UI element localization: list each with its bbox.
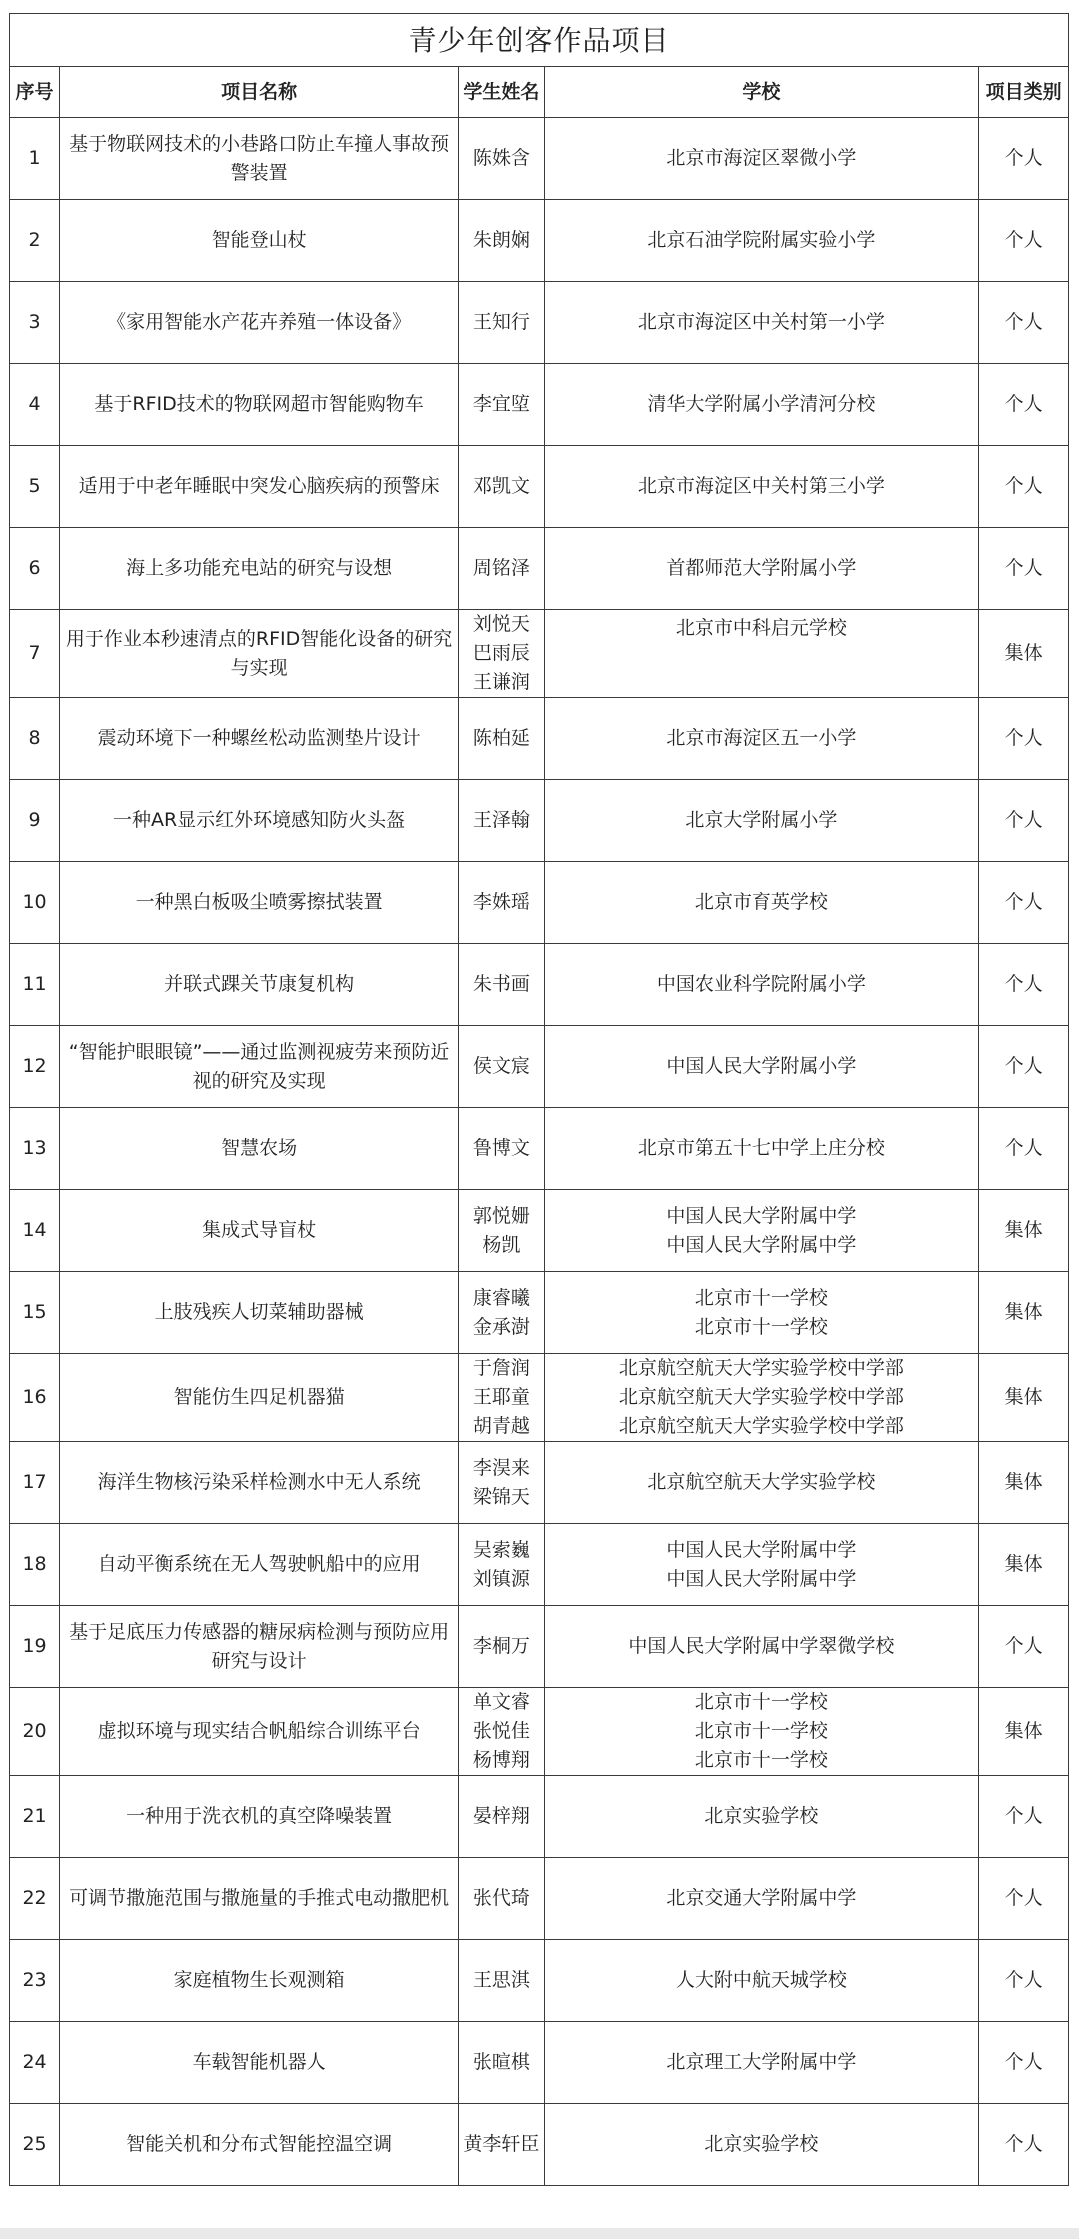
student-name: 晏梓翔 [472,1805,530,1827]
table-row [10,1026,1069,1108]
student-name: 张暄棋 [472,2051,530,2073]
table-row [10,1858,1069,1940]
project-name: 家庭植物生长观测箱 [60,1940,459,2022]
student-names [459,2022,545,2104]
row-number: 13 [10,1108,60,1190]
student-names [459,1108,545,1190]
school-name: 人大附中航天城学校 [675,1969,847,1991]
school-name: 北京市十一学校 [694,1720,828,1742]
school-names [544,200,978,282]
school-name: 中国人民大学附属中学 [666,1567,857,1590]
student-name: 刘悦天 [472,613,530,635]
school-name: 北京市海淀区五一小学 [666,727,857,749]
table-row [10,2104,1069,2186]
project-type: 个人 [979,698,1069,780]
school-names [544,2022,978,2104]
school-name: 北京大学附属小学 [685,809,838,831]
table-row [10,200,1069,282]
project-name: 基于RFID技术的物联网超市智能购物车 [60,364,459,446]
project-name: 海洋生物核污染采样检测水中无人系统 [60,1442,459,1524]
student-names [459,1442,545,1524]
row-number: 2 [10,200,60,282]
student-name: 杨博翔 [472,1749,530,1771]
school-names [544,1026,978,1108]
table-row [10,862,1069,944]
project-name: 一种AR显示红外环境感知防火头盔 [60,780,459,862]
school-names [544,780,978,862]
header-school: 学校 [544,67,978,118]
bottom-edge [0,2228,1079,2239]
student-name: 刘镇源 [472,1567,530,1590]
table-row [10,944,1069,1026]
table-row [10,2022,1069,2104]
project-type: 个人 [979,1606,1069,1688]
row-number: 11 [10,944,60,1026]
row-number: 22 [10,1858,60,1940]
school-names [544,698,978,780]
project-name: 一种黑白板吸尘喷雾擦拭装置 [60,862,459,944]
school-name: 北京航空航天大学实验学校中学部 [618,1415,904,1437]
table-row [10,610,1069,698]
project-name: 海上多功能充电站的研究与设想 [60,528,459,610]
header-project: 项目名称 [60,67,459,118]
student-names [459,200,545,282]
projects-table-wrapper [9,13,1069,2186]
student-names [459,862,545,944]
student-names [459,944,545,1026]
student-name: 于詹润 [472,1357,530,1379]
project-type: 个人 [979,1108,1069,1190]
student-name: 张代琦 [472,1887,530,1909]
student-name: 李淏来 [472,1456,530,1479]
student-names [459,1190,545,1272]
school-names [544,282,978,364]
header-students: 学生姓名 [459,67,545,118]
project-type: 个人 [979,2104,1069,2186]
school-name: 北京理工大学附属中学 [666,2051,857,2073]
row-number: 1 [10,118,60,200]
table-row [10,1776,1069,1858]
project-name: 智能仿生四足机器猫 [60,1354,459,1442]
project-name: 智能登山杖 [60,200,459,282]
student-name: 邓凯文 [472,475,530,497]
project-type: 集体 [979,1442,1069,1524]
student-names [459,1858,545,1940]
school-name: 北京市中科启元学校 [675,617,847,639]
project-name: 可调节撒施范围与撒施量的手推式电动撒肥机 [60,1858,459,1940]
table-row [10,118,1069,200]
project-name: 智能关机和分布式智能控温空调 [60,2104,459,2186]
project-name: 适用于中老年睡眠中突发心脑疾病的预警床 [60,446,459,528]
project-type: 个人 [979,780,1069,862]
project-type: 个人 [979,364,1069,446]
student-names [459,1354,545,1442]
project-type: 集体 [979,1524,1069,1606]
project-type: 个人 [979,118,1069,200]
student-names [459,364,545,446]
school-names [544,1442,978,1524]
row-number: 8 [10,698,60,780]
table-row [10,1190,1069,1272]
student-names [459,1524,545,1606]
school-names [544,1606,978,1688]
student-name: 李宜埅 [472,393,530,415]
school-name: 中国农业科学院附属小学 [656,973,866,995]
project-name: 集成式导盲杖 [60,1190,459,1272]
project-type: 集体 [979,1354,1069,1442]
student-names [459,282,545,364]
school-name: 中国人民大学附属中学翠微学校 [628,1635,895,1657]
project-name: 基于足底压力传感器的糖尿病检测与预防应用研究与设计 [60,1606,459,1688]
project-type: 集体 [979,1272,1069,1354]
table-row [10,364,1069,446]
student-names [459,1940,545,2022]
student-names [459,446,545,528]
student-name: 王知行 [472,311,530,333]
school-name: 首都师范大学附属小学 [666,557,857,579]
row-number: 16 [10,1354,60,1442]
table-row [10,1940,1069,2022]
project-type: 个人 [979,2022,1069,2104]
student-name: 巴雨辰 [472,642,530,664]
school-name: 北京市海淀区翠微小学 [666,147,857,169]
row-number: 5 [10,446,60,528]
student-names [459,1606,545,1688]
student-names [459,1272,545,1354]
row-number: 21 [10,1776,60,1858]
projects-table [9,13,1069,2186]
student-name: 郭悦姗 [472,1204,530,1227]
school-names [544,944,978,1026]
school-name: 中国人民大学附属中学 [666,1204,857,1227]
header-type: 项目类别 [979,67,1069,118]
school-name: 中国人民大学附属小学 [666,1055,857,1077]
student-name: 张悦佳 [472,1720,530,1742]
school-name: 北京实验学校 [704,1805,819,1827]
project-name: 用于作业本秒速清点的RFID智能化设备的研究与实现 [60,610,459,698]
school-names [544,1354,978,1442]
project-type: 个人 [979,1858,1069,1940]
school-name: 北京实验学校 [704,2133,819,2155]
project-name: 上肢残疾人切菜辅助器械 [60,1272,459,1354]
table-row [10,1524,1069,1606]
table-row [10,1606,1069,1688]
school-names [544,118,978,200]
project-name: 自动平衡系统在无人驾驶帆船中的应用 [60,1524,459,1606]
row-number: 3 [10,282,60,364]
school-names [544,528,978,610]
student-name: 王思淇 [472,1969,530,1991]
school-name: 中国人民大学附属中学 [666,1233,857,1256]
school-names [544,2104,978,2186]
project-type: 个人 [979,200,1069,282]
student-names [459,698,545,780]
row-number: 4 [10,364,60,446]
student-name: 黄李轩臣 [463,2133,540,2155]
school-name: 北京市海淀区中关村第三小学 [637,475,885,497]
school-name: 北京市第五十七中学上庄分校 [637,1137,885,1159]
student-name: 王泽翰 [472,809,530,831]
student-names [459,780,545,862]
row-number: 7 [10,610,60,698]
student-name: 杨凯 [482,1233,521,1256]
student-name: 梁锦天 [472,1485,530,1508]
school-names [544,1272,978,1354]
header-row [10,67,1069,118]
student-name: 李姝瑶 [472,891,530,913]
table-body [10,118,1069,2186]
project-type: 个人 [979,446,1069,528]
row-number: 10 [10,862,60,944]
school-name: 北京石油学院附属实验小学 [647,229,876,251]
row-number: 9 [10,780,60,862]
project-name: 《家用智能水产花卉养殖一体设备》 [60,282,459,364]
student-name: 陈柏延 [472,727,530,749]
project-type: 集体 [979,1190,1069,1272]
student-name: 朱书画 [472,973,530,995]
header-no: 序号 [10,67,60,118]
student-name: 侯文宸 [472,1055,530,1077]
project-type: 个人 [979,944,1069,1026]
school-names [544,1940,978,2022]
student-names [459,528,545,610]
school-name: 北京交通大学附属中学 [666,1887,857,1909]
student-name: 朱朗娴 [472,229,530,251]
row-number: 24 [10,2022,60,2104]
school-names [544,1190,978,1272]
school-name: 北京市海淀区中关村第一小学 [637,311,885,333]
project-type: 集体 [979,610,1069,698]
project-type: 个人 [979,282,1069,364]
school-name: 清华大学附属小学清河分校 [647,393,876,415]
project-type: 个人 [979,1776,1069,1858]
student-name: 金承澍 [472,1315,530,1338]
student-names [459,610,545,698]
school-name: 北京航空航天大学实验学校 [647,1471,876,1493]
school-names [544,1108,978,1190]
project-name: 震动环境下一种螺丝松动监测垫片设计 [60,698,459,780]
row-number: 6 [10,528,60,610]
table-row [10,1442,1069,1524]
table-row [10,282,1069,364]
student-name: 周铭泽 [472,557,530,579]
student-names [459,1026,545,1108]
school-names [544,446,978,528]
row-number: 23 [10,1940,60,2022]
student-name: 胡青越 [472,1415,530,1437]
school-names [544,862,978,944]
school-name: 北京市十一学校 [694,1691,828,1713]
table-title: 青少年创客作品项目 [10,14,1069,67]
student-name: 吴索巍 [472,1538,530,1561]
student-names [459,1688,545,1776]
table-row [10,528,1069,610]
school-names [544,1858,978,1940]
table-row [10,780,1069,862]
student-name: 王谦润 [472,671,530,693]
school-name: 北京航空航天大学实验学校中学部 [618,1357,904,1379]
project-name: 基于物联网技术的小巷路口防止车撞人事故预警装置 [60,118,459,200]
student-name: 王耶童 [472,1386,530,1408]
table-row [10,1354,1069,1442]
student-name: 康睿曦 [472,1286,530,1309]
row-number: 20 [10,1688,60,1776]
student-name: 李桐万 [472,1635,530,1657]
school-names [544,1524,978,1606]
school-names [544,610,978,698]
school-name: 北京市十一学校 [694,1315,828,1338]
row-number: 25 [10,2104,60,2186]
school-name: 北京市十一学校 [694,1749,828,1771]
row-number: 17 [10,1442,60,1524]
row-number: 12 [10,1026,60,1108]
project-name: 一种用于洗衣机的真空降噪装置 [60,1776,459,1858]
project-name: 并联式踝关节康复机构 [60,944,459,1026]
student-names [459,2104,545,2186]
project-name: 智慧农场 [60,1108,459,1190]
school-names [544,1688,978,1776]
project-name: “智能护眼眼镜”——通过监测视疲劳来预防近视的研究及实现 [60,1026,459,1108]
table-row [10,446,1069,528]
school-names [544,1776,978,1858]
table-row [10,1688,1069,1776]
school-names [544,364,978,446]
school-name: 北京市育英学校 [694,891,828,913]
project-type: 个人 [979,862,1069,944]
table-row [10,1108,1069,1190]
row-number: 19 [10,1606,60,1688]
project-type: 集体 [979,1688,1069,1776]
table-row [10,698,1069,780]
project-name: 虚拟环境与现实结合帆船综合训练平台 [60,1688,459,1776]
school-name: 北京航空航天大学实验学校中学部 [618,1386,904,1408]
row-number: 18 [10,1524,60,1606]
student-name: 单文睿 [472,1691,530,1713]
school-name: 北京市十一学校 [694,1286,828,1309]
school-name: 中国人民大学附属中学 [666,1538,857,1561]
row-number: 15 [10,1272,60,1354]
row-number: 14 [10,1190,60,1272]
student-name: 陈姝含 [472,147,530,169]
project-type: 个人 [979,1026,1069,1108]
project-type: 个人 [979,1940,1069,2022]
table-row [10,1272,1069,1354]
project-name: 车载智能机器人 [60,2022,459,2104]
student-name: 鲁博文 [472,1137,530,1159]
project-type: 个人 [979,528,1069,610]
student-names [459,1776,545,1858]
student-names [459,118,545,200]
